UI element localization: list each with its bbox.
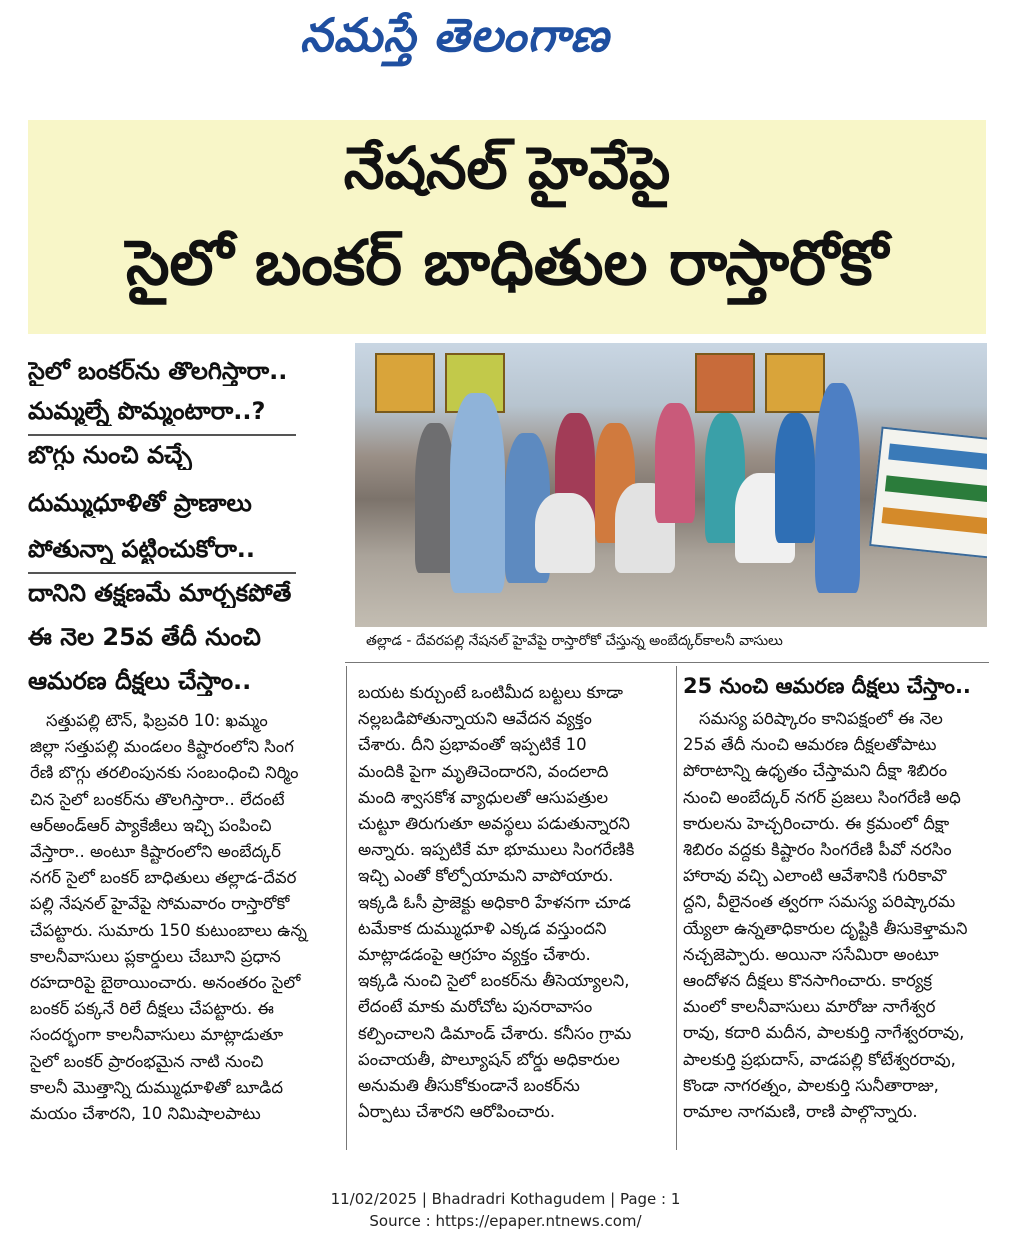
article-line: 25వ తేదీ నుంచి ఆమరణ దీక్షలతోపాటు [683, 735, 937, 755]
article-line: ద్దని, వీలైనంత త్వరగా సమస్య పరిష్కారమ [683, 892, 956, 912]
article-line: పల్లి నేషనల్ హైవేపై సోమవారం రాస్తారోకో [30, 894, 290, 914]
photo-caption: తల్లాడ - దేవరపల్లి నేషనల్ హైవేపై రాస్తారోకో చేస్తున్న అంబేద్కర్‌కాలనీ వాసులు [366, 633, 783, 649]
headline-line-1: నేషనల్ హైవేపై [343, 134, 671, 202]
article-line: మాట్లాడడంపై ఆగ్రహం వ్యక్తం చేశారు. [358, 945, 591, 965]
article-line: పాలకుర్తి ప్రభుదాస్, వాడపల్లి కోటేశ్వరరావు, [683, 1049, 956, 1069]
column-divider [346, 666, 347, 1150]
article-line: నల్లబడిపోతున్నాయని ఆవేదన వ్యక్తం [358, 709, 592, 729]
article-line: చేశారు. దీని ప్రభావంతో ఇప్పటికే 10 [358, 735, 587, 755]
highlight-line: దుమ్ముధూళితో ప్రాణాలు [28, 489, 252, 517]
subheading: 25 నుంచి ఆమరణ దీక్షలు చేస్తాం.. [683, 674, 971, 698]
article-column-3 [683, 706, 986, 1125]
article-line: ఇక్కడి నుంచి సైలో బంకర్‌ను తీసెయ్యాలని, [358, 971, 630, 991]
article-line: కల్పించాలని డిమాండ్ చేశారు. కనీసం గ్రామ [358, 1023, 632, 1043]
page-footer [0, 1188, 1011, 1232]
article-line: మంది శ్వాసకోశ వ్యాధులతో ఆసుపత్రుల [358, 787, 609, 807]
person-figure [450, 393, 505, 593]
highlight-line: ఆమరణ దీక్షలు చేస్తాం.. [28, 667, 252, 695]
article-line: కాలనీ మొత్తాన్ని దుమ్ముధూళితో బూడిద [30, 1077, 283, 1097]
highlight-line: సైలో బంకర్‌ను తొలగిస్తారా.. [28, 357, 288, 385]
article-line: బయట కుర్చుంటే ఒంటిమీద బట్టలు కూడా [358, 683, 624, 702]
protest-photo [355, 343, 987, 627]
footer-source: Source : https://epaper.ntnews.com/ [369, 1212, 642, 1230]
highlight-line: బొగ్గు నుంచి వచ్చే [28, 441, 192, 469]
article-line: మంలో కాలనీవాసులు మారోజు నాగేశ్వర [683, 997, 936, 1017]
article-line: సైలో బంకర్ ప్రారంభమైన నాటి నుంచి [30, 1051, 264, 1071]
article-line: పంచాయతీ, పొల్యూషన్ బోర్డు అధికారుల [358, 1049, 620, 1069]
article-line: ఆందోళన దీక్షలు కొనసాగించారు. కార్యక్ర [683, 971, 932, 991]
article-line: చేపట్టారు. సుమారు 150 కుటుంబాలు ఉన్న [30, 920, 307, 940]
article-line: రహదారిపై బైఠాయించారు. అనంతరం సైలో [30, 973, 301, 993]
article-line: హారావు వచ్చి ఎలాంటి ఆవేశానికి గురికావొ [683, 866, 947, 886]
article-line: సందర్భంగా కాలనీవాసులు మాట్లాడుతూ [30, 1025, 284, 1045]
article-line: కారులను హెచ్చరించారు. ఈ క్రమంలో దీక్షా [683, 813, 950, 833]
article-line: బంకర్ పక్కనే రిలే దీక్షలు చేపట్టారు. ఈ [30, 999, 274, 1019]
article-line: మందికి పైగా మృతిచెందారని, వందలాది [358, 761, 609, 781]
article-line: సమస్య పరిష్కారం కానిపక్షంలో ఈ నెల [699, 709, 943, 728]
footer-date-edition: 11/02/2025 | Bhadradri Kothagudem | Page : 1 [330, 1190, 681, 1208]
article-line: లేదంటే మాకు మరోచోట పునరావాసం [358, 997, 593, 1017]
article-line: వేస్తారా.. అంటూ కిష్టారంలోని అంబేద్కర్ [30, 842, 281, 862]
highlight-line: దానిని తక్షణమే మార్చకపోతే [28, 579, 292, 607]
article-line: సత్తుపల్లి టౌన్, ఫిబ్రవరి 10: ఖమ్మం [46, 711, 268, 730]
person-figure [535, 493, 595, 573]
protest-banner [869, 427, 987, 560]
person-figure [815, 383, 860, 593]
article-line: నగర్ సైలో బంకర్ బాధితులు తల్లాడ-దేవర [30, 868, 297, 888]
article-line: శిబిరం వద్దకు కిష్టారం సింగరేణి పీవో నరసిం [683, 840, 952, 860]
article-line: నచ్చజెప్పారు. అయినా ససేమిరా అంటూ [683, 944, 939, 964]
article-line: చిన సైలో బంకర్‌ను తొలగిస్తారా.. లేదంటే [30, 789, 285, 809]
column-divider [676, 666, 677, 1150]
headline-band [28, 120, 986, 334]
article-line: ఇచ్చి ఎంతో కోల్పోయామని వాపోయారు. [358, 866, 614, 886]
article-line: య్యేలా ఉన్నతాధికారుల దృష్టికి తీసుకెళ్తామని [683, 918, 968, 938]
newspaper-masthead [300, 8, 720, 80]
person-figure [775, 413, 815, 543]
article-line: కాలనీవాసులు ప్లకార్డులు చేబూని ప్రధాన [30, 946, 281, 966]
article-line: రేణి బొగ్గు తరలింపునకు సంబంధించి నిర్మిం [30, 763, 299, 783]
article-line: నుంచి అంబేద్కర్ నగర్ ప్రజలు సింగరేణి అధి [683, 787, 961, 807]
article-line: రావు, కదారి మదీన, పాలకుర్తి నాగేశ్వరరావు, [683, 1023, 965, 1043]
truck-shape [765, 353, 825, 413]
article-line: ఏర్పాటు చేశారని ఆరోపించారు. [358, 1102, 556, 1122]
divider [345, 662, 989, 663]
article-column-1 [30, 708, 338, 1127]
divider [28, 434, 296, 436]
masthead-logo-text: నమస్తే తెలంగాణ [300, 8, 610, 62]
headline-line-2: సైలో బంకర్ బాధితుల రాస్తారోకో [125, 226, 888, 299]
truck-shape [375, 353, 435, 413]
article-column-2 [358, 680, 670, 1125]
person-figure [655, 403, 695, 523]
article-line: టమేకాక దుమ్ముధూళి ఎక్కడ వస్తుందని [358, 918, 607, 938]
truck-shape [695, 353, 755, 413]
highlight-line: మమ్మల్నే పొమ్మంటారా..? [28, 397, 266, 425]
divider [28, 572, 296, 574]
person-figure [415, 423, 455, 573]
article-line: పోరాటాన్ని ఉధృతం చేస్తామని దీక్షా శిబిరం [683, 761, 948, 781]
sidebar-highlights [28, 348, 296, 694]
article-line: ఇక్కడి ఓసీ ప్రాజెక్టు అధికారి హేళనగా చూడ [358, 892, 631, 912]
article-line: కొండా నాగరత్నం, పాలకుర్తి సునీతారాజు, [683, 1075, 939, 1095]
article-line: చుట్టూ తిరుగుతూ అవస్థలు పడుతున్నారని [358, 814, 630, 834]
article-line: ఆర్‌అండ్‌ఆర్ ప్యాకేజీలు ఇచ్చి పంపించి [30, 815, 272, 835]
article-line: మయం చేశారని, 10 నిమిషాలపాటు [30, 1104, 261, 1124]
highlight-line: ఈ నెల 25వ తేదీ నుంచి [28, 623, 261, 651]
article-line: అనుమతి తీసుకోకుండానే బంకర్‌ను [358, 1076, 580, 1096]
article-line: రామాల నాగమణి, రాణి పాల్గొన్నారు. [683, 1102, 918, 1122]
highlight-line: పోతున్నా పట్టించుకోరా.. [28, 535, 256, 563]
article-line: జిల్లా సత్తుపల్లి మండలం కిష్టారంలోని సింగ [30, 737, 294, 757]
article-line: అన్నారు. ఇప్పటికే మా భూములు సింగరేణికి [358, 840, 635, 860]
